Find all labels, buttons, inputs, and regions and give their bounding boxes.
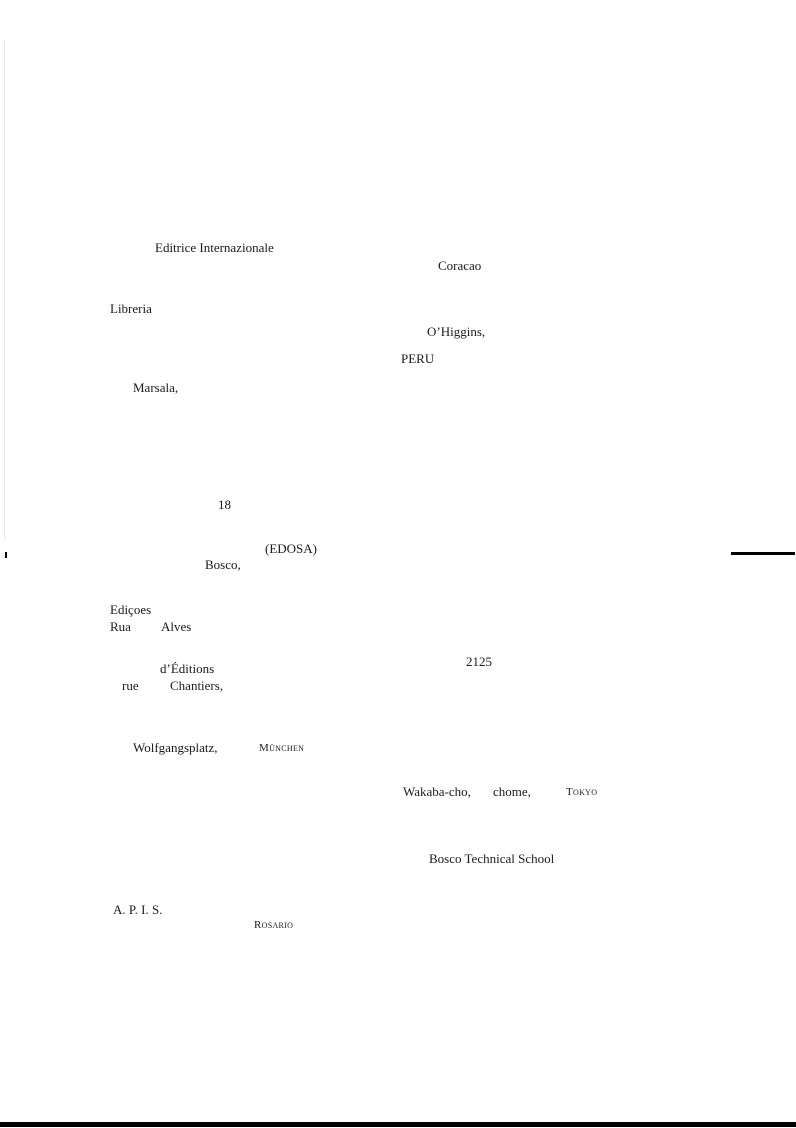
wolfgangsplatz-text: Wolfgangsplatz, [133, 740, 218, 755]
chome-text: chome, [493, 784, 531, 799]
chantiers-text: Chantiers, [170, 678, 224, 693]
bosco-text: Bosco, [205, 557, 241, 572]
peru-text: PERU [401, 351, 435, 366]
editrice-text: Editrice Internazionale [155, 240, 274, 255]
right-edge-rule [731, 552, 795, 555]
wakaba-text: Wakaba-cho, [403, 784, 471, 799]
number-18-text: 18 [218, 497, 231, 512]
number-2125-text: 2125 [466, 654, 492, 669]
alves-text: Alves [161, 619, 192, 634]
tokyo-text: Tokyo [566, 786, 598, 798]
rosario-text: Rosario [254, 919, 294, 931]
bosco-school-text: Bosco Technical School [429, 851, 555, 866]
rue-text: rue [122, 678, 139, 693]
editions-text: d’Éditions [160, 661, 215, 676]
coracao-text: Coracao [438, 258, 482, 273]
scan-edge-noise [4, 40, 5, 540]
rua-text: Rua [110, 619, 131, 634]
edicoes-text: Ediçoes [110, 602, 152, 617]
apis-text: A. P. I. S. [113, 902, 163, 917]
bottom-rule [0, 1122, 796, 1127]
marsala-text: Marsala, [133, 380, 179, 395]
left-edge-mark [5, 552, 7, 558]
edosa-text: (EDOSA) [265, 541, 317, 556]
munchen-text: München [259, 742, 305, 754]
ohiggins-text: O’Higgins, [427, 324, 486, 339]
libreria-text: Libreria [110, 301, 152, 316]
